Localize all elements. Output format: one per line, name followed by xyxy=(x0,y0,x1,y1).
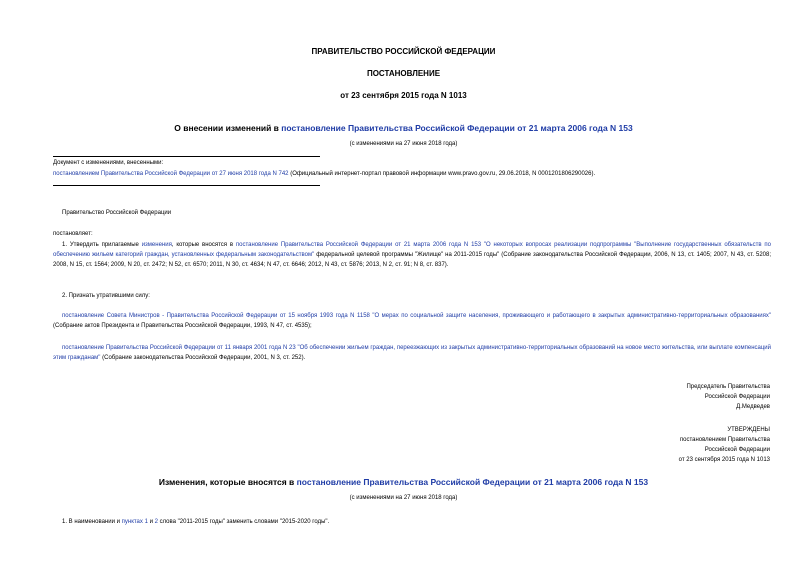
revisions-bottom-divider xyxy=(53,185,320,186)
paragraph-2: 2. Признать утратившими силу: xyxy=(62,293,150,299)
p4-link[interactable]: постановление Правительства Российской Федерации от 11 января 2001 года N 23 "Об обеспечении жильем граждан, переезжающих из закрытых административно-территориальных образований на новое место жительства, или выплате компенсаций этим гражданам" xyxy=(53,345,771,361)
p1-link-changes[interactable]: изменения xyxy=(141,242,172,248)
changes-title xyxy=(0,477,807,487)
item1-link-2[interactable]: 2 xyxy=(154,519,158,525)
changes-prefix: Изменения, которые вносятся в xyxy=(158,477,297,487)
decrees-word: постановляет: xyxy=(53,231,93,237)
p1-link-decree[interactable]: постановление Правительства Российской Федерации от 21 марта 2006 года N 153 "О некоторых вопросах реализации подпрограммы "Выполнение государственных обязательств по обеспечению жильем категорий граждан, установленных федеральным законодательством" xyxy=(53,242,771,258)
changes-item-1 xyxy=(62,517,762,527)
title-link[interactable]: постановление Правительства Российской Федерации от 21 марта 2006 года N 153 xyxy=(281,123,633,133)
paragraph-1 xyxy=(53,240,771,270)
title-prefix: О внесении изменений в xyxy=(174,123,282,133)
item1-link-points[interactable]: пунктах 1 xyxy=(121,519,148,525)
approved-date: от 23 сентября 2015 года N 1013 xyxy=(678,457,770,463)
approved-heading: УТВЕРЖДЕНЫ xyxy=(727,427,770,433)
government-heading: ПРАВИТЕЛЬСТВО РОССИЙСКОЙ ФЕДЕРАЦИИ xyxy=(311,47,496,56)
signature-block xyxy=(560,382,770,412)
changes-link[interactable]: постановление Правительства Российской Федерации от 21 марта 2006 года N 153 xyxy=(296,477,649,487)
document-type: ПОСТАНОВЛЕНИЕ xyxy=(366,69,441,78)
p4-suffix: (Собрание законодательства Российской Федерации, 2001, N 3, ст. 252). xyxy=(100,355,306,361)
document-title xyxy=(0,123,807,133)
changes-revision-note: (с изменениями на 27 июня 2018 года) xyxy=(349,495,458,501)
approved-country: Российской Федерации xyxy=(704,447,770,453)
signature-name: Д.Медведев xyxy=(736,404,770,410)
signature-country: Российской Федерации xyxy=(704,394,770,400)
title-revision-note: (с изменениями на 27 июня 2018 года) xyxy=(349,141,458,147)
paragraph-3 xyxy=(53,311,771,331)
p1-text-a: 1. Утвердить прилагаемые xyxy=(62,242,142,248)
revisions-suffix: (Официальный интернет-портал правовой информации www.pravo.gov.ru, 29.06.2018, N 0001201806290026). xyxy=(288,171,596,177)
p3-link[interactable]: постановление Совета Министров - Правительства Российской Федерации от 15 ноября 1993 года N 1158 "О мерах по социальной защите населения, проживающего и работающего в закрытых административно-территориальных образованиях" xyxy=(62,313,771,319)
p3-suffix: (Собрание актов Президента и Правительства Российской Федерации, 1993, N 47, ст. 4535); xyxy=(53,323,312,329)
revisions-entry xyxy=(53,169,773,179)
signature-title: Председатель Правительства xyxy=(686,384,770,390)
revisions-top-divider xyxy=(53,156,320,157)
revisions-label: Документ с изменениями, внесенными: xyxy=(53,160,164,166)
item1-text-c: слова "2011-2015 годы" заменить словами "2015-2020 годы". xyxy=(157,519,330,525)
revisions-link[interactable]: постановлением Правительства Российской Федерации от 27 июня 2018 года N 742 xyxy=(53,171,289,177)
issuer: Правительство Российской Федерации xyxy=(62,210,172,216)
document-date-number: от 23 сентября 2015 года N 1013 xyxy=(340,91,467,100)
item1-text-b: и xyxy=(147,519,155,525)
paragraph-4 xyxy=(53,343,771,363)
approved-block xyxy=(560,425,770,465)
p1-text-c: федеральной целевой программы "Жилище" на 2011-2015 годы" (Собрание законодательства Российской Федерации, 2006, N 13, ст. 1405; 2007, N 43, ст. 5208; 2008, N 15, ст. 1564; 2009, N 20, ст. 2472; N 52, ст. 6570; 2011, N 30, ст. 4634; N 47, ст. 6646; 2012, N 43, ст. 5876; 2013, N 2, ст. 91; N 8, ст. 837). xyxy=(53,252,771,268)
approved-by: постановлением Правительства xyxy=(679,437,770,443)
p1-text-b: , которые вносятся в xyxy=(171,242,236,248)
item1-text-a: 1. В наименовании и xyxy=(62,519,122,525)
